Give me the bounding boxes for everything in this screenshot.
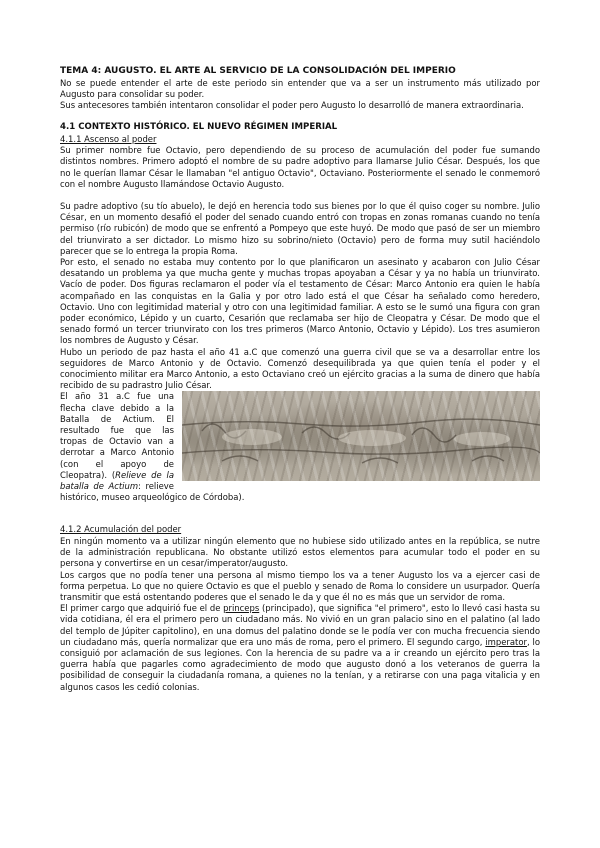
subsection-heading-4-1-1: 4.1.1 Ascenso al poder <box>60 133 157 144</box>
paragraph-padre-adoptivo: Su padre adoptivo (su tío abuelo), le dejó en herencia todo sus bienes por lo que él quiso coger su nombre. Julio César, en un momento desafió el poder del senado cuando entró con tropas en zonas romanas cuando no tenía permiso (río rubicón) de modo que se enfrentó a Pompeyo que este huyó. De modo que pasó de ser un miembro del triunvirato a ser dictador. Lo mismo hizo su sobrino/nieto (Octavio) pero de forma muy sutil haciéndolo parecer que se lo entrega la propia Roma. <box>60 200 540 256</box>
paragraph-administracion: En ningún momento va a utilizar ningún elemento que no hubiese sido utilizado antes en la república, se nutre de la administración republicana. No obstante utilizó estos elementos para acumular todo el poder en su persona y convertirse en un cesar/imperator/augusto. <box>60 535 540 569</box>
paragraph-guerra-civil: Hubo un periodo de paz hasta el año 41 a.C que comenzó una guerra civil que se va a desarrollar entre los seguidores de Marco Antonio y de Octavio. Comenzó desequilibrada ya que quien tenía el poder y el conocimiento militar era Marco Antonio, a esto Octaviano creó un ejército gracias a la suma de dinero que había recibido de su padrastro Julio César. <box>60 346 540 391</box>
intro-paragraph-2: Sus antecesores también intentaron consolidar el poder pero Augusto lo desarrolló de manera extraordinaria. <box>60 99 524 110</box>
princeps-text-c: , lo consiguió por aclamación de sus legiones. Con la herencia de su padre va a ir creando un ejército pero tras la guerra había que pagarles como agradecimiento de modo que augusto donó a los veteranos de guerra la posibilidad de conseguir la ciudadanía romana, a quienes no la tenían, y a retirarse con una paga vitalicia y en algunos casos les cedió colonias. <box>60 636 540 692</box>
princeps-text-b: (principado), que significa "el primero", esto lo llevó casi hasta su vida cotidiana, él era el primero pero un ciudadano más. No vivió en un gran palacio sino en el palatino (al lado del templo de Júpiter capitolino), en una domus del palatino donde se le podía ver con mucha frecuencia siendo un ciudadano más, quería normalizar que era uno más de roma, pero el primero. El segundo cargo, <box>60 603 540 647</box>
intro-paragraph-1: No se puede entender el arte de este periodo sin entender que va a ser un instrumento más utilizado por Augusto para consolidar su poder. <box>60 77 540 99</box>
relief-carving-icon <box>182 391 540 481</box>
princeps-text-a: El primer cargo que adquirió fue el de <box>60 603 224 614</box>
actium-caption: El año 31 a.C fue una flecha clave debido a la Batalla de Actium. El resultado fue que las tropas de Octavio van a derrotar a Marco Antonio (con el apoyo de Cleopatra). (Relieve de la batalla de Actium: relieve histórico, museo arqueológico de Córdoba). <box>60 391 245 503</box>
princeps-term: princeps <box>223 603 260 614</box>
actium-lead-text: El año 31 a.C fue una flecha clave debido a la Batalla de Actium. El resultado fue que las tropas de Octavio van a derrotar a Marco Antonio (con el apoyo de Cleopatra). <box>60 391 174 480</box>
paragraph-nombres: Su primer nombre fue Octavio, pero dependiendo de su proceso de acumulación del poder fue sumando distintos nombres. Primero adoptó el nombre de su padre adoptivo para llamarse Julio César. Después, los que no le querían llamar César le llamaban "el antiguo Octavio", Octaviano. Posteriormente el senado le conmemoró con el nombre Augusto llamándose Octavio Augusto. <box>60 145 540 189</box>
actium-caption-rest: : relieve histórico, museo arqueológico de Córdoba). <box>60 481 245 503</box>
imperator-term: imperator <box>485 636 527 647</box>
paragraph-senado: Por esto, el senado no estaba muy contento por lo que planificaron un asesinato y acabaron con Julio César desatando un problema ya que mucha gente y muchas tropas apoyaban a César y ya no había un triunvirato. Vacío de poder. Dos figuras reclamaron el poder vía el testamento de César: Marco Antonio era quien le había acompañado en las conquistas en la Galia y por otro lado está el que César ha señalado como heredero, Octavio. Uno con legitimidad material y otro con una legitimidad familiar. A esto se le sumó una figura con gran poder económico, Lépido y un cuarto, Cesarión que reclamaba ser hijo de Cleopatra y César. De modo que el senado formó un tercer triunvirato con los tres primeros (Marco Antonio, Octavio y Lépido). Los tres asumieron los nombres de Augusto y César. <box>60 256 540 346</box>
actium-relief-image <box>182 391 540 481</box>
paragraph-cargos: Los cargos que no podía tener una persona al mismo tiempo los va a tener Augusto los va a ejercer casi de forma perpetua. Lo que no quiere Octavio es que el pueblo y senado de Roma lo considere un usurpador. Quería transmitir que está ostentando poderes que el senado le da y que él no es más que un servidor de roma. <box>60 569 540 602</box>
paragraph-princeps-imperator <box>60 603 540 693</box>
actium-figure-block <box>60 391 540 503</box>
section-heading-4-1: 4.1 CONTEXTO HISTÓRICO. EL NUEVO RÉGIMEN IMPERIAL <box>60 122 338 133</box>
actium-caption-title: Relieve de la batalla de Actium <box>60 469 174 491</box>
document-title: TEMA 4: AUGUSTO. EL ARTE AL SERVICIO DE LA CONSOLIDACIÓN DEL IMPERIO <box>60 66 456 76</box>
subsection-heading-4-1-2: 4.1.2 Acumulación del poder <box>60 524 182 535</box>
